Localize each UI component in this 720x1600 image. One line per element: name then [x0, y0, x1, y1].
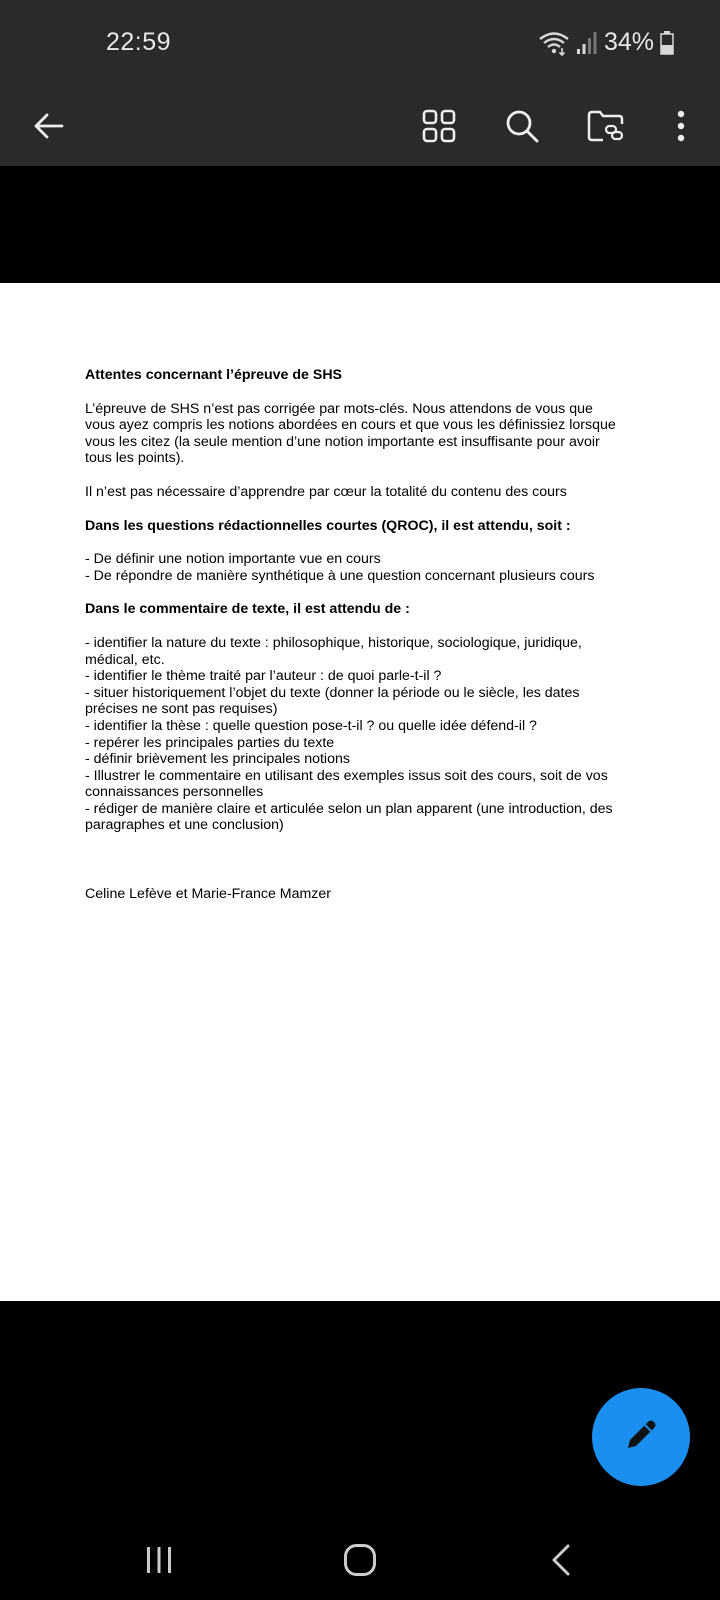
battery-icon: [660, 31, 674, 55]
comment-item: - situer historiquement l’objet du texte (donner la période ou le siècle, les dates: [85, 684, 580, 701]
qroc-item: - De définir une notion importante vue en cours: [85, 551, 381, 568]
search-icon[interactable]: [494, 98, 550, 154]
comment-item: précises ne sont pas requises): [85, 701, 278, 718]
document-title: Attentes concernant l’épreuve de SHS: [85, 367, 343, 383]
comment-item: paragraphes et une conclusion): [85, 817, 284, 834]
comment-item: - repérer les principales parties du texte: [85, 734, 335, 751]
intro-line: vous ayez compris les notions abordées en cours et que vous les définissiez lorsque: [85, 417, 616, 434]
back-icon[interactable]: [521, 1520, 601, 1600]
note-line: Il n’est pas nécessaire d’apprendre par cœur la totalité du contenu des cours: [85, 483, 567, 500]
comment-item: - identifier la thèse : quelle question pose-t-il ? ou quelle idée défend-il ?: [85, 717, 537, 734]
signature: Celine Lefève et Marie-France Mamzer: [85, 886, 332, 903]
comment-item: - identifier la nature du texte : philosophique, historique, sociologique, juridique,: [85, 634, 582, 651]
wifi-icon: [538, 30, 570, 56]
qroc-item: - De répondre de manière synthétique à une question concernant plusieurs cours: [85, 567, 595, 584]
comment-item: - rédiger de manière claire et articulée selon un plan apparent (une introduction, des: [85, 800, 613, 817]
status-time: 22:59: [106, 28, 172, 56]
system-nav-bar: [0, 1520, 720, 1600]
comment-item: connaissances personnelles: [85, 784, 264, 801]
qroc-heading: Dans les questions rédactionnelles courtes (QROC), il est attendu, soit :: [85, 517, 571, 534]
page-margin-top: [0, 166, 720, 283]
comment-item: médical, etc.: [85, 651, 165, 668]
document-content: [85, 367, 645, 903]
comment-item: - identifier le thème traité par l’auteur : de quoi parle-t-il ?: [85, 668, 442, 685]
signal-icon: [576, 31, 598, 55]
comment-heading: Dans le commentaire de texte, il est attendu de :: [85, 601, 410, 618]
more-vertical-icon[interactable]: [653, 98, 709, 154]
grid-view-icon[interactable]: [411, 98, 467, 154]
intro-line: vous les citez (la seule mention d’une notion importante est insuffisante pour avoir: [85, 433, 600, 450]
battery-percent: 34%: [603, 28, 654, 56]
comment-item: - définir brièvement les principales notions: [85, 751, 350, 768]
top-toolbar: [0, 88, 720, 166]
intro-line: tous les points).: [85, 450, 185, 467]
status-icons: [538, 28, 674, 57]
back-arrow-icon[interactable]: [21, 98, 77, 154]
home-icon[interactable]: [320, 1520, 400, 1600]
folder-link-icon[interactable]: [578, 98, 634, 154]
edit-button[interactable]: [592, 1388, 690, 1486]
recent-apps-icon[interactable]: [119, 1520, 199, 1600]
comment-item: - Illustrer le commentaire en utilisant des exemples issus soit des cours, soit de vos: [85, 767, 608, 784]
document-page[interactable]: [0, 283, 720, 1301]
status-bar: [0, 0, 720, 88]
edit-pencil-icon: [622, 1416, 660, 1459]
intro-line: L’épreuve de SHS n’est pas corrigée par mots-clés. Nous attendons de vous que: [85, 400, 593, 417]
